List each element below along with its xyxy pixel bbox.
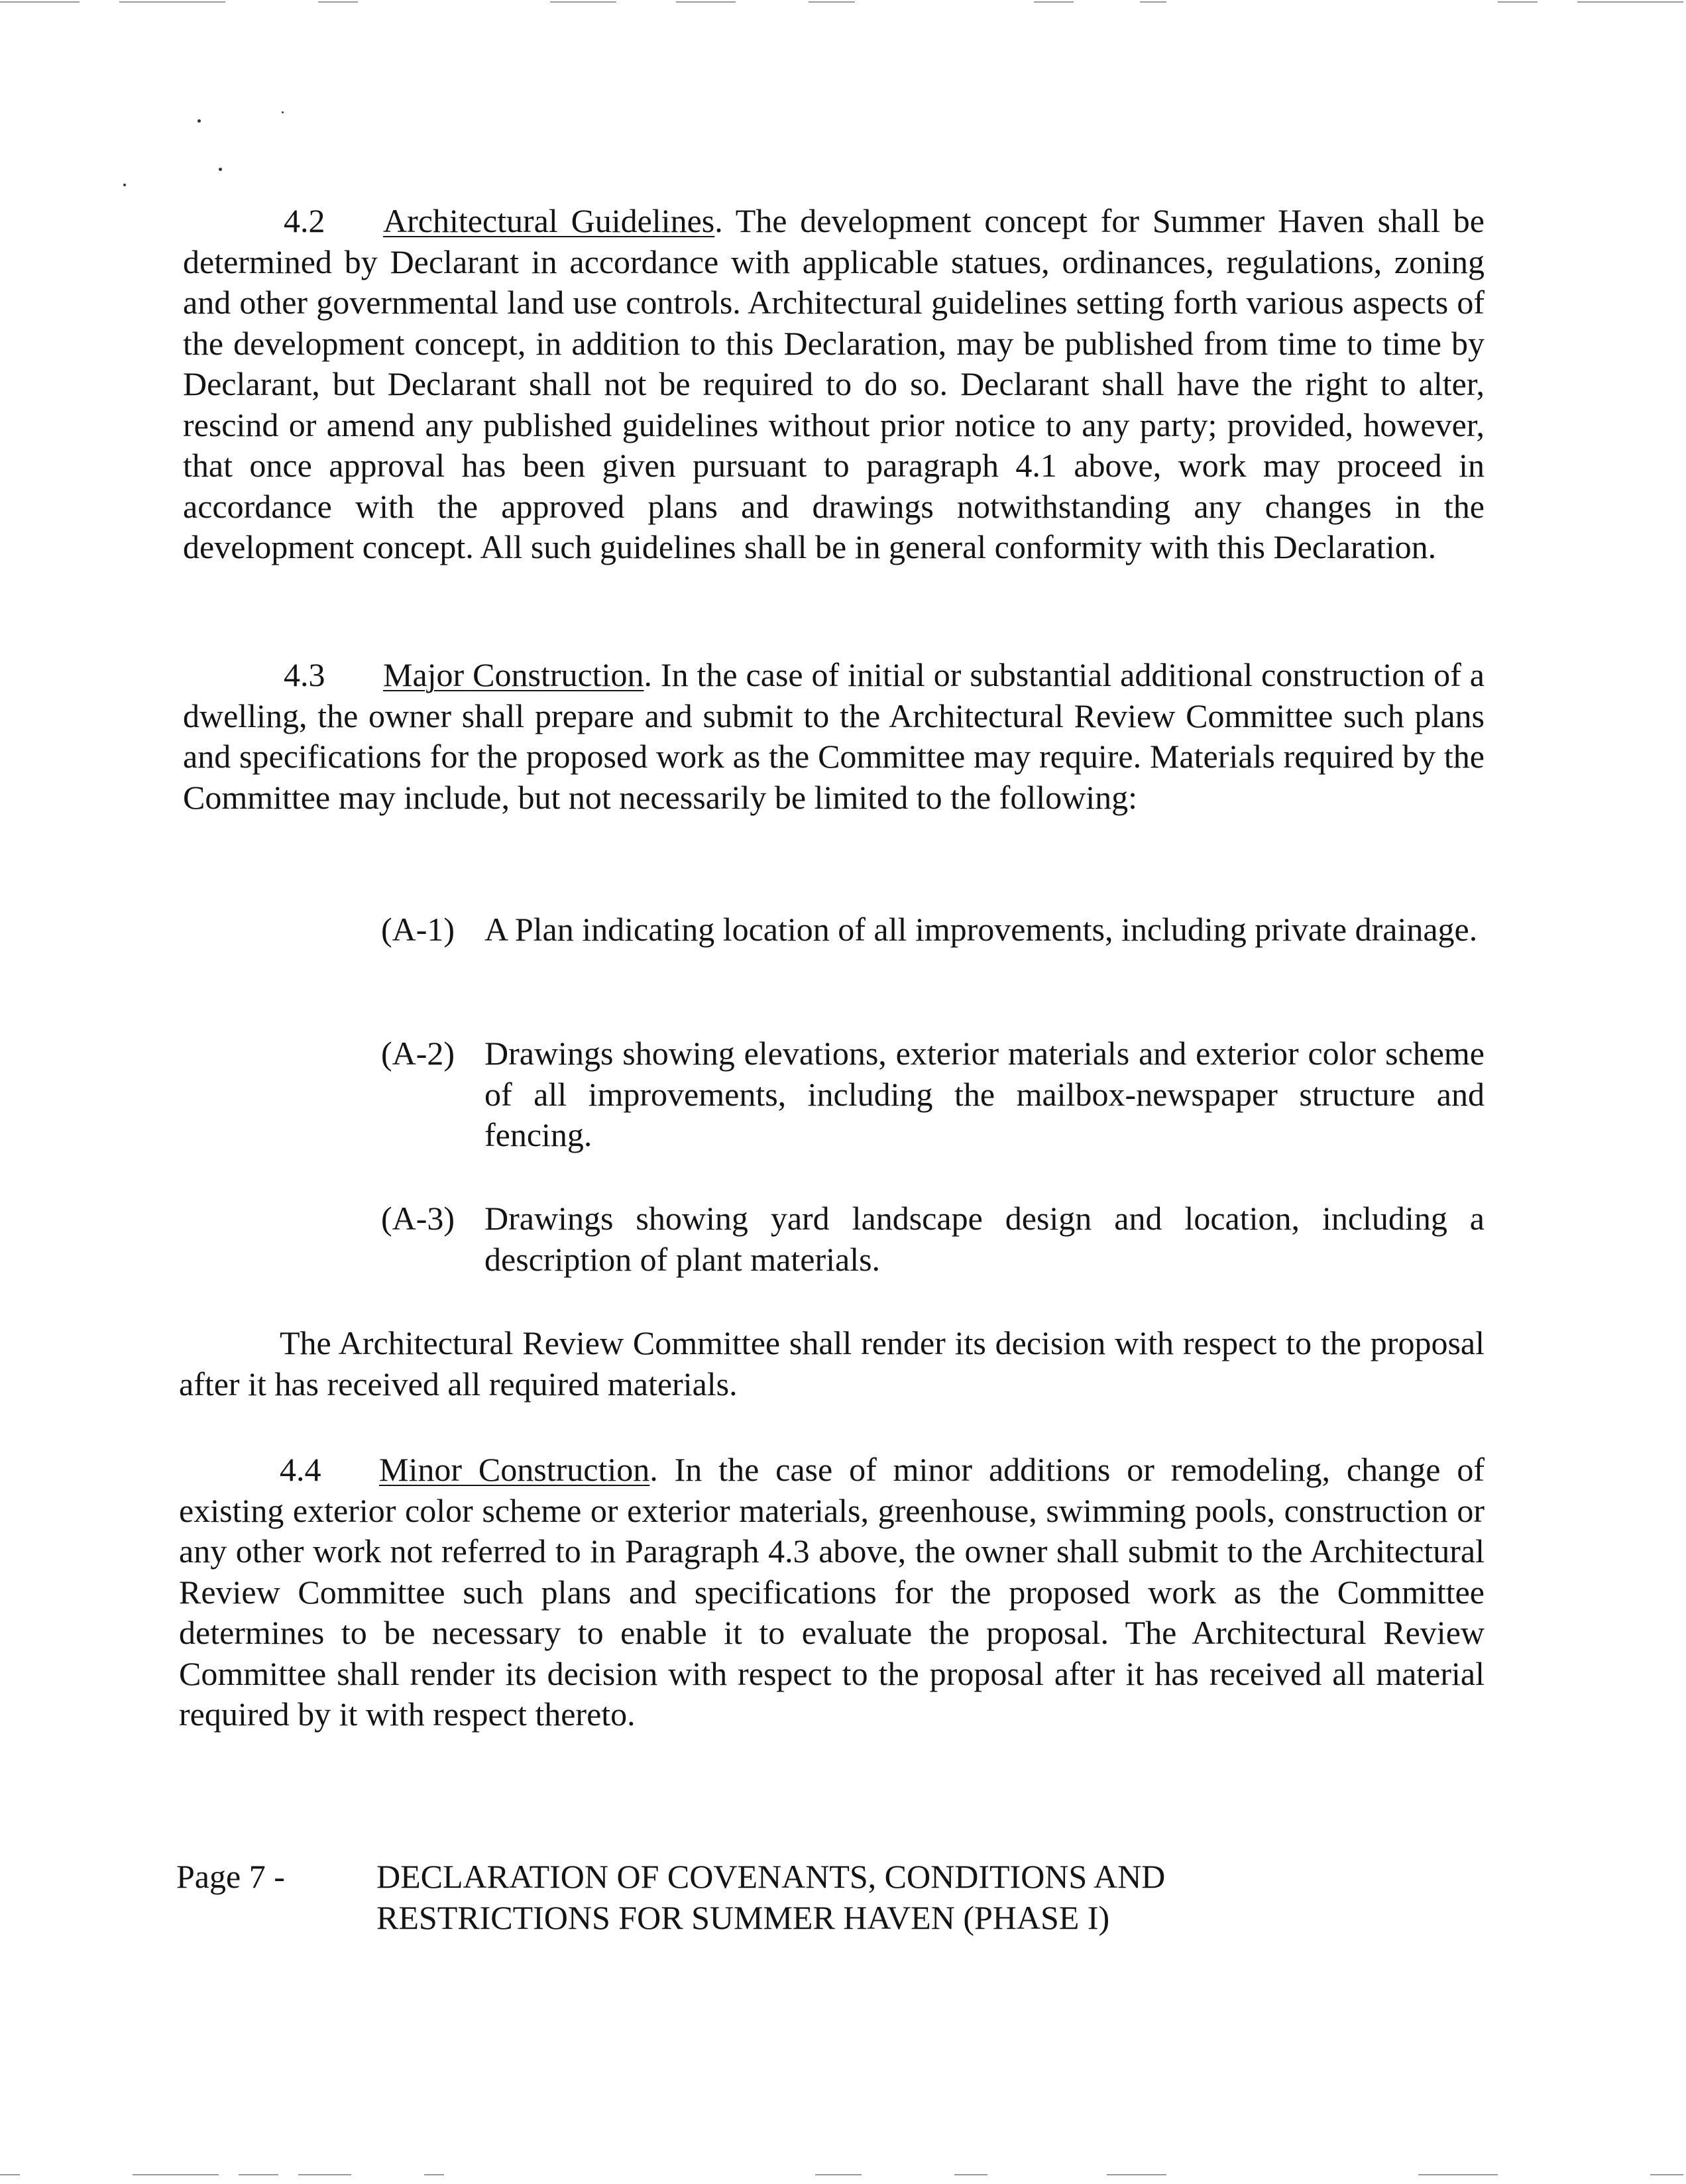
section-heading: Minor Construction	[379, 1451, 650, 1488]
scan-edge-marks-top	[0, 1, 1686, 5]
scan-speck	[219, 168, 222, 171]
section-number: 4.3	[284, 656, 325, 693]
list-item-label: (A-1)	[381, 911, 455, 948]
section-number: 4.2	[284, 202, 325, 239]
scan-speck	[123, 184, 126, 186]
scan-edge-marks-bottom	[0, 2174, 1686, 2178]
section-4-3	[183, 655, 1485, 818]
closing-text: The Architectural Review Committee shall render its decision with respect to the proposal after it has received all required materials.	[179, 1324, 1485, 1403]
scan-speck	[197, 119, 201, 123]
page-number: Page 7 -	[176, 1858, 285, 1895]
list-item-text: A Plan indicating location of all improvements, including private drainage.	[484, 911, 1478, 948]
list-item-label: (A-2)	[381, 1035, 455, 1072]
section-body: . The development concept for Summer Haven shall be determined by Declarant in accordance with applicable statues, ordinances, regulations, zoning and other governmental land use controls. Architectural guidelines setting forth various aspects of the development concept, in addition to this Declaration, may be published from time to time by Declarant, but Declarant shall not be required to do so. Declarant shall have the right to alter, rescind or amend any published guidelines without prior notice to any party; provided, however, that once approval has been given pursuant to paragraph 4.1 above, work may proceed in accordance with the approved plans and drawings notwithstanding any changes in the development concept. All such guidelines shall be in general conformity with this Declaration.	[183, 202, 1485, 565]
list-item-label: (A-3)	[381, 1200, 455, 1237]
section-body: . In the case of minor additions or remodeling, change of existing exterior color scheme or exterior materials, greenhouse, swimming pools, construction or any other work not referred to in Paragraph 4.3 above, the owner shall submit to the Architectural Review Committee such plans and specifications for the proposed work as the Committee determines to be necessary to enable it to evaluate the proposal. The Architectural Review Committee shall render its decision with respect to the proposal after it has received all material required by it with respect thereto.	[179, 1451, 1485, 1733]
document-title	[376, 1856, 1304, 1938]
section-body: . In the case of initial or substantial additional construction of a dwelling, the owner shall prepare and submit to the Architectural Review Committee such plans and specifications for the proposed work as the Committee may require. Materials required by the Committee may include, but not necessarily be limited to the following:	[183, 656, 1485, 816]
section-heading: Major Construction	[383, 656, 644, 693]
scan-speck	[282, 111, 284, 113]
section-number: 4.4	[280, 1451, 321, 1488]
document-title-line-2: RESTRICTIONS FOR SUMMER HAVEN (PHASE I)	[376, 1899, 1110, 1936]
list-item-a3	[381, 1198, 1485, 1280]
list-item-text: Drawings showing elevations, exterior materials and exterior color scheme of all improvements, including the mailbox-newspaper structure and fencing.	[484, 1035, 1485, 1153]
document-title-line-1: DECLARATION OF COVENANTS, CONDITIONS AND	[376, 1858, 1166, 1895]
section-4-2	[183, 201, 1485, 568]
list-item-a1	[381, 909, 1485, 950]
list-item-a2	[381, 1033, 1485, 1156]
section-heading: Architectural Guidelines	[383, 202, 715, 239]
list-item-text: Drawings showing yard landscape design and location, including a description of plant materials.	[484, 1200, 1485, 1278]
section-4-4	[179, 1450, 1485, 1735]
section-4-3-closing	[179, 1323, 1485, 1405]
